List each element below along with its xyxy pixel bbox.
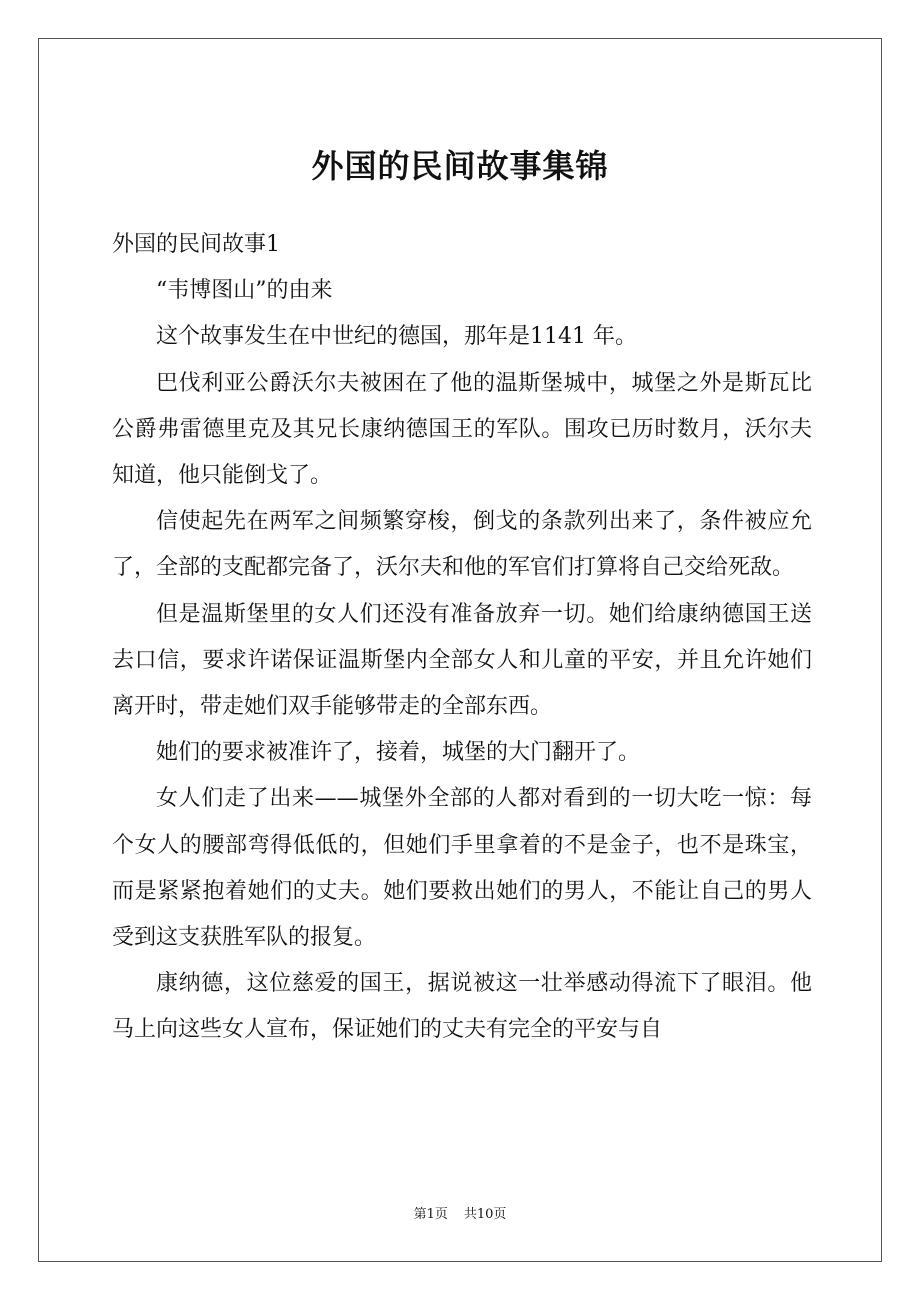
paragraph: 这个故事发生在中世纪的德国，那年是1141 年。	[156, 324, 637, 350]
section-heading: 外国的民间故事1	[112, 232, 280, 257]
paragraph: 她们的要求被准许了，接着，城堡的大门翻开了。	[156, 740, 641, 766]
paragraph: 信使起先在两军之间频繁穿梭，倒戈的条款列出来了，条件被应允了，全部的支配都完备了，沃尔夫和他的军官们打算将自己交给死敌。	[112, 509, 812, 581]
story-title: “韦博图山”的由来	[156, 278, 333, 304]
page-number: 第1页	[413, 1207, 448, 1222]
paragraph: 但是温斯堡里的女人们还没有准备放弃一切。她们给康纳德国王送去口信，要求许诺保证温斯堡内全部女人和儿童的平安，并且允许她们离开时，带走她们双手能够带走的全部东西。	[112, 601, 812, 720]
page-total: 共10页	[463, 1207, 507, 1222]
paragraph: 巴伐利亚公爵沃尔夫被困在了他的温斯堡城中，城堡之外是斯瓦比公爵弗雷德里克及其兄长康纳德国王的军队。围攻已历时数月，沃尔夫知道，他只能倒戈了。	[112, 370, 812, 489]
document-title: 外国的民间故事集锦	[311, 147, 609, 185]
paragraph: 康纳德，这位慈爱的国王，据说被这一壮举感动得流下了眼泪。他马上向这些女人宣布，保证她们的丈夫有完全的平安与自	[112, 971, 812, 1043]
page-footer	[0, 1206, 920, 1224]
paragraph: 女人们走了出来——城堡外全部的人都对看到的一切大吃一惊：每个女人的腰部弯得低低的，但她们手里拿着的不是金子，也不是珠宝，而是紧紧抱着她们的丈夫。她们要救出她们的男人，不能让自己的男人受到这支获胜军队的报复。	[112, 786, 812, 951]
document-body	[112, 222, 812, 1054]
